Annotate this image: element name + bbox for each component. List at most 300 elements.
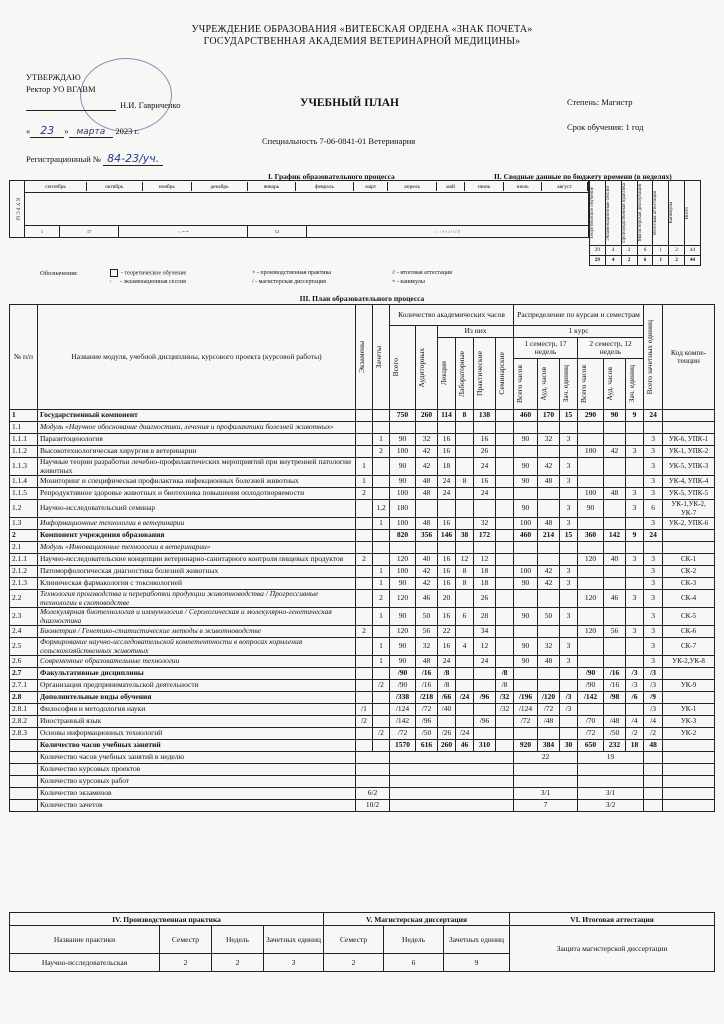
row-cell: 100	[390, 446, 416, 458]
row-cell: /48	[604, 716, 626, 728]
col-aud: Аудиторных	[416, 326, 438, 410]
row-cell: УК-1,УК-2, УК-7	[663, 500, 715, 518]
month-header: май	[436, 182, 464, 191]
col-hours: Количество академических часов	[390, 305, 514, 326]
row-cell: 3	[644, 608, 663, 626]
org-name-line1: УЧРЕЖДЕНИЕ ОБРАЗОВАНИЯ «ВИТЕБСКАЯ ОРДЕНА «ЗНАК ПОЧЕТА»	[191, 24, 533, 35]
row-cell	[626, 608, 644, 626]
row-cell: /24	[456, 692, 474, 704]
row-cell: 16	[438, 638, 456, 656]
row-cell: 24	[438, 488, 456, 500]
row-cell: 90	[514, 476, 538, 488]
row-cell	[560, 668, 578, 680]
row-cell	[373, 422, 390, 434]
row-cell: 32	[416, 638, 438, 656]
dissertation-section-title: V. Магистерская диссертация	[324, 913, 510, 926]
row-cell	[438, 716, 456, 728]
schedule-course-number: 1	[25, 226, 60, 238]
budget-summary	[589, 180, 701, 266]
plan-table	[9, 304, 715, 812]
row-cell	[538, 626, 560, 638]
col-sem1: 1 семестр, 17 недель	[514, 338, 578, 359]
row-cell: /48	[538, 716, 560, 728]
row-cell	[474, 542, 496, 554]
row-cell	[356, 446, 373, 458]
row-cell: 100	[514, 518, 538, 530]
row-number	[10, 800, 38, 812]
legend-col-2: × - производственная практика / - магистерская диссертация	[252, 270, 331, 285]
budget-value: 4	[605, 246, 621, 256]
row-cell	[456, 716, 474, 728]
row-cell: /3	[644, 704, 663, 716]
budget-header: Экзаменационные сессии	[605, 181, 621, 246]
row-number: 1.2	[10, 500, 38, 518]
month-header: сентябрь	[25, 182, 86, 191]
col-num: № п/п	[10, 305, 38, 410]
row-cell	[560, 626, 578, 638]
row-cell: 48	[538, 656, 560, 668]
row-number: 2.2	[10, 590, 38, 608]
row-cell: 90	[390, 656, 416, 668]
row-cell: /8	[496, 680, 514, 692]
row-cell: 48	[416, 488, 438, 500]
row-cell	[390, 422, 416, 434]
row-cell: /124	[390, 704, 416, 716]
row-cell	[578, 578, 604, 590]
row-cell: 3	[560, 656, 578, 668]
table-row	[10, 530, 715, 542]
budget-value: 2	[621, 246, 637, 256]
dissertation-weeks-header: Недель	[384, 926, 444, 954]
table-row	[10, 458, 715, 476]
month-header: июнь	[465, 182, 504, 191]
budget-value: 29	[590, 256, 606, 266]
row-cell	[560, 446, 578, 458]
row-name: Основы информационных технологий	[38, 728, 356, 740]
row-cell: 356	[416, 530, 438, 542]
row-cell: 32	[538, 434, 560, 446]
approve-label: УТВЕРЖДАЮ	[26, 72, 81, 82]
row-cell	[373, 692, 390, 704]
row-cell: 114	[438, 410, 456, 422]
row-cell: 8	[456, 410, 474, 422]
row-cell: 3	[626, 446, 644, 458]
row-cell	[496, 626, 514, 638]
row-cell: /72	[578, 728, 604, 740]
row-cell: 15	[560, 410, 578, 422]
row-cell	[560, 728, 578, 740]
schedule-title: I. График образовательного процесса	[268, 172, 395, 181]
summary-sem2	[578, 764, 644, 776]
row-cell	[644, 422, 663, 434]
table-row	[10, 578, 715, 590]
specialty: Специальность 7-06-0841-01 Ветеринария	[262, 136, 416, 146]
row-cell	[538, 668, 560, 680]
row-cell: 3	[644, 578, 663, 590]
budget-value: 2	[669, 246, 685, 256]
row-cell: 90	[514, 434, 538, 446]
row-number	[10, 776, 38, 788]
row-name: Мониторинг и специфическая профилактика инфекционных болезней животных	[38, 476, 356, 488]
practice-name: Научно-исследовательская	[10, 954, 160, 972]
row-cell: /50	[604, 728, 626, 740]
row-number: 2.8	[10, 692, 38, 704]
budget-value: 44	[685, 256, 701, 266]
summary-sem2: 3/1	[578, 788, 644, 800]
budget-value: 1	[653, 256, 669, 266]
row-cell	[578, 542, 604, 554]
schedule-theory-2: 12	[247, 226, 306, 238]
budget-title: II. Сводные данные по бюджету времени (в неделях)	[494, 172, 672, 181]
row-cell: /142	[390, 716, 416, 728]
col-s2-ze: Зач. единиц	[626, 359, 644, 410]
row-cell: 40	[416, 554, 438, 566]
month-header: август	[542, 182, 588, 191]
row-cell	[356, 422, 373, 434]
row-cell: 100	[390, 518, 416, 530]
row-cell	[456, 518, 474, 530]
table-row	[10, 608, 715, 626]
row-cell	[626, 638, 644, 656]
row-cell: 24	[644, 410, 663, 422]
row-cell: 24	[438, 656, 456, 668]
seal-stamp	[80, 58, 172, 132]
row-name: Модуль «Научное обоснование диагностики, лечения и профилактики болезней животных»	[38, 422, 356, 434]
budget-header: Итоговая аттестация	[653, 181, 669, 246]
org-name-line2: ГОСУДАРСТВЕННАЯ АКАДЕМИЯ ВЕТЕРИНАРНОЙ МЕДИЦИНЫ»	[203, 36, 521, 47]
row-cell	[663, 668, 715, 680]
col-sem: Семинарские	[496, 338, 514, 410]
table-row	[10, 554, 715, 566]
row-cell: 8	[456, 578, 474, 590]
row-cell	[496, 446, 514, 458]
col-distribution: Распределение по курсам и семестрам	[514, 305, 644, 326]
row-cell: 48	[416, 476, 438, 488]
row-cell: 3	[560, 458, 578, 476]
row-cell: 3	[626, 554, 644, 566]
summary-row	[10, 752, 715, 764]
row-cell: /3	[560, 704, 578, 716]
row-cell: 22	[438, 626, 456, 638]
row-number: 1.1.2	[10, 446, 38, 458]
row-cell: /2	[626, 728, 644, 740]
row-number: 1.1.5	[10, 488, 38, 500]
row-cell: 120	[390, 590, 416, 608]
row-cell	[560, 488, 578, 500]
row-cell: /3	[626, 668, 644, 680]
row-cell	[604, 434, 626, 446]
summary-row	[10, 800, 715, 812]
row-cell: 172	[474, 530, 496, 542]
row-cell: 42	[416, 566, 438, 578]
row-cell: 48	[416, 518, 438, 530]
row-cell: 28	[474, 608, 496, 626]
row-cell	[604, 704, 626, 716]
row-cell: 42	[416, 446, 438, 458]
row-cell	[438, 542, 456, 554]
row-cell: 920	[514, 740, 538, 752]
row-cell: 232	[604, 740, 626, 752]
col-competence: Код компе- тенции	[663, 305, 715, 410]
col-s2-aud: Ауд. часов	[604, 359, 626, 410]
row-cell	[663, 740, 715, 752]
row-cell: 40	[604, 554, 626, 566]
row-cell	[438, 422, 456, 434]
summary-exams	[356, 752, 390, 764]
row-cell: 48	[538, 476, 560, 488]
table-row	[10, 638, 715, 656]
row-cell: 90	[390, 476, 416, 488]
row-cell: /72	[416, 704, 438, 716]
row-cell: /2	[373, 728, 390, 740]
row-cell: /142	[578, 692, 604, 704]
row-cell	[356, 590, 373, 608]
row-cell: 170	[538, 410, 560, 422]
summary-sem1	[514, 764, 578, 776]
row-cell	[456, 680, 474, 692]
row-cell	[538, 590, 560, 608]
budget-value: 1	[653, 246, 669, 256]
row-cell: /3	[560, 692, 578, 704]
row-cell	[416, 542, 438, 554]
row-number: 2.1.2	[10, 566, 38, 578]
row-cell: 180	[390, 500, 416, 518]
row-cell	[373, 530, 390, 542]
summary-blank	[663, 788, 715, 800]
row-cell: 16	[474, 476, 496, 488]
row-cell: 120	[390, 554, 416, 566]
row-cell: 90	[514, 578, 538, 590]
row-cell: 3	[560, 566, 578, 578]
practice-name-header: Название практики	[10, 926, 160, 954]
row-cell: /196	[514, 692, 538, 704]
row-cell	[373, 542, 390, 554]
row-cell	[626, 566, 644, 578]
row-number: 2.8.2	[10, 716, 38, 728]
row-cell: 3	[560, 578, 578, 590]
summary-blank	[390, 752, 514, 764]
row-cell: /3	[644, 680, 663, 692]
row-cell: 48	[538, 518, 560, 530]
summary-sem1	[514, 776, 578, 788]
row-cell: /40	[438, 704, 456, 716]
row-cell: УК-5, УПК-5	[663, 488, 715, 500]
table-row	[10, 422, 715, 434]
row-number: 1.1	[10, 422, 38, 434]
budget-header: Каникулы	[669, 181, 685, 246]
row-cell: 26	[474, 590, 496, 608]
row-cell	[474, 500, 496, 518]
row-cell: 15	[560, 530, 578, 542]
row-cell: 32	[538, 638, 560, 656]
row-cell	[514, 626, 538, 638]
row-name: Научно-исследовательский семинар	[38, 500, 356, 518]
col-sem2: 2 семестр, 12 недель	[578, 338, 644, 359]
summary-blank	[644, 788, 663, 800]
row-cell	[538, 554, 560, 566]
table-row	[10, 518, 715, 530]
row-cell	[644, 542, 663, 554]
month-header: февраль	[296, 182, 354, 191]
table-row	[10, 542, 715, 554]
schedule-grid	[9, 180, 589, 238]
row-cell: 9	[626, 530, 644, 542]
row-cell	[474, 422, 496, 434]
row-cell: 310	[474, 740, 496, 752]
legend	[40, 269, 78, 278]
table-row	[10, 476, 715, 488]
row-cell	[514, 728, 538, 740]
row-cell	[604, 578, 626, 590]
row-cell	[604, 422, 626, 434]
row-cell: 1,2	[373, 500, 390, 518]
row-cell	[474, 680, 496, 692]
row-cell	[578, 608, 604, 626]
legend-label: Обозначения:	[40, 270, 78, 277]
row-cell: /72	[514, 716, 538, 728]
row-cell: /16	[604, 668, 626, 680]
row-cell: 50	[416, 608, 438, 626]
row-cell	[560, 716, 578, 728]
row-name: Компонент учреждения образования	[38, 530, 356, 542]
row-cell	[578, 434, 604, 446]
row-cell: /16	[416, 668, 438, 680]
row-cell: 3	[626, 488, 644, 500]
row-cell: 42	[604, 446, 626, 458]
row-cell	[356, 530, 373, 542]
row-number: 2	[10, 530, 38, 542]
row-cell: УК-6, УПК-1	[663, 434, 715, 446]
row-cell: /66	[438, 692, 456, 704]
row-cell: 42	[416, 578, 438, 590]
approve-date: « 23 » марта 2023 г.	[26, 124, 140, 137]
row-cell: 30	[560, 740, 578, 752]
row-cell	[578, 656, 604, 668]
row-cell: 90	[390, 434, 416, 446]
row-cell: 90	[390, 578, 416, 590]
row-cell: 3	[560, 518, 578, 530]
row-cell: /6	[626, 692, 644, 704]
row-cell	[626, 704, 644, 716]
row-cell: 100	[390, 566, 416, 578]
row-cell	[373, 716, 390, 728]
row-cell	[578, 458, 604, 476]
schedule-theory-1: 17	[59, 226, 118, 238]
row-name: Модуль «Инновационные технологии в ветеринарии»	[38, 542, 356, 554]
row-cell: 2	[373, 590, 390, 608]
row-cell	[474, 704, 496, 716]
row-cell: 90	[390, 458, 416, 476]
row-cell: 38	[456, 530, 474, 542]
row-cell	[474, 668, 496, 680]
row-cell	[560, 590, 578, 608]
row-cell: 90	[604, 410, 626, 422]
row-cell: УК-5, УПК-3	[663, 458, 715, 476]
row-cell	[663, 692, 715, 704]
dissertation-credits-header: Зачетных единиц	[444, 926, 510, 954]
row-cell: 20	[438, 590, 456, 608]
row-cell: /2	[373, 680, 390, 692]
row-number	[10, 764, 38, 776]
study-duration: Срок обучения: 1 год	[567, 122, 644, 132]
row-cell: 16	[438, 434, 456, 446]
row-cell: /2	[644, 728, 663, 740]
row-number	[10, 740, 38, 752]
row-cell	[538, 446, 560, 458]
col-s1-aud: Ауд. часов	[538, 359, 560, 410]
row-name: Современные образовательные технологии	[38, 656, 356, 668]
row-cell: /32	[496, 704, 514, 716]
row-name: Организация предпринимательской деятельности	[38, 680, 356, 692]
table-row	[10, 488, 715, 500]
row-cell	[626, 542, 644, 554]
row-cell	[604, 638, 626, 656]
row-cell: /26	[438, 728, 456, 740]
row-cell: 616	[416, 740, 438, 752]
row-cell: 12	[474, 554, 496, 566]
row-cell	[373, 740, 390, 752]
schedule-practice-marks: : : : × / / / / / //	[307, 226, 589, 238]
practice-weeks-header: Недель	[212, 926, 264, 954]
row-cell	[626, 434, 644, 446]
row-cell	[663, 530, 715, 542]
month-header: декабрь	[192, 182, 248, 191]
row-cell: СК-6	[663, 626, 715, 638]
row-name: Паразитоценология	[38, 434, 356, 446]
row-cell	[496, 488, 514, 500]
row-number: 2.1.1	[10, 554, 38, 566]
budget-value: 2	[621, 256, 637, 266]
row-cell: 16	[438, 446, 456, 458]
row-cell	[356, 728, 373, 740]
row-cell: 18	[474, 578, 496, 590]
col-s1-all: Всего часов	[514, 359, 538, 410]
row-cell: 12	[474, 638, 496, 656]
row-cell	[626, 458, 644, 476]
row-number: 1.1.1	[10, 434, 38, 446]
row-cell	[560, 542, 578, 554]
row-cell: 1	[373, 578, 390, 590]
month-header: апрель	[388, 182, 436, 191]
row-number: 1.1.3	[10, 458, 38, 476]
month-header: ноябрь	[142, 182, 192, 191]
row-cell: 290	[578, 410, 604, 422]
row-cell	[373, 488, 390, 500]
row-number: 1	[10, 410, 38, 422]
row-number: 2.4	[10, 626, 38, 638]
row-cell: УК-4, УПК-4	[663, 476, 715, 488]
row-cell	[356, 608, 373, 626]
row-cell: 2	[373, 446, 390, 458]
row-cell: 18	[474, 566, 496, 578]
row-cell: 48	[416, 656, 438, 668]
row-name: Информационные технологии в ветеринарии	[38, 518, 356, 530]
row-cell: 1	[373, 638, 390, 656]
row-cell: УК-2	[663, 728, 715, 740]
row-cell	[356, 680, 373, 692]
signature-line	[26, 101, 116, 111]
row-cell	[356, 668, 373, 680]
row-cell: /120	[538, 692, 560, 704]
row-cell	[663, 410, 715, 422]
schedule-session-1: : : = =	[119, 226, 248, 238]
row-cell: 6	[456, 608, 474, 626]
summary-exams: 6/2	[356, 788, 390, 800]
row-cell: 1	[373, 566, 390, 578]
row-cell: 42	[416, 458, 438, 476]
row-cell	[538, 488, 560, 500]
row-cell: 42	[538, 458, 560, 476]
